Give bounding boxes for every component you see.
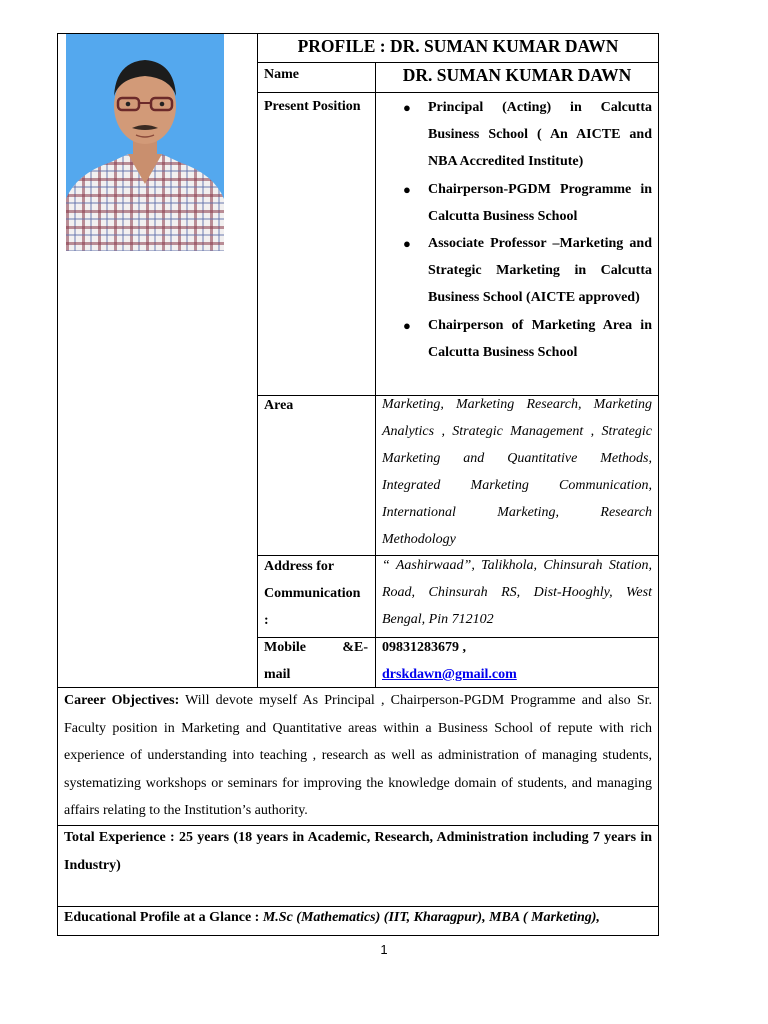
address-label-line1: Address for bbox=[264, 559, 335, 574]
educational-profile bbox=[64, 904, 652, 932]
bullet-icon: ● bbox=[403, 181, 411, 197]
present-position-list bbox=[376, 94, 652, 366]
bullet-icon: ● bbox=[403, 100, 411, 115]
person-portrait-icon bbox=[66, 34, 224, 251]
educational-profile-label: Educational Profile at a Glance : bbox=[64, 910, 263, 925]
position-item: ● Chairperson-PGDM Programme in Calcutta Business School bbox=[376, 176, 652, 230]
career-objectives bbox=[64, 687, 652, 825]
present-position-label: Present Position bbox=[264, 99, 361, 114]
career-objectives-label: Career Objectives: bbox=[64, 693, 180, 708]
divider-photo-column bbox=[257, 33, 258, 687]
page-number: 1 bbox=[380, 942, 388, 957]
bullet-icon: ● bbox=[403, 317, 411, 333]
mobile-label-line1: Mobile &E- bbox=[264, 640, 368, 655]
address-value: “ Aashirwaad”, Talikhola, Chinsurah Station, Road, Chinsurah RS, Dist-Hooghly, West Bengal, Pin 712102 bbox=[382, 558, 652, 627]
profile-title: PROFILE : DR. SUMAN KUMAR DAWN bbox=[297, 36, 619, 56]
email-link[interactable]: drskdawn@gmail.com bbox=[382, 667, 517, 682]
total-experience: Total Experience : 25 years (18 years in Academic, Research, Administration including 7 years in Industry) bbox=[64, 830, 652, 873]
area-label: Area bbox=[264, 398, 294, 413]
career-objectives-text: Will devote myself As Principal , Chairperson-PGDM Programme and also Sr. Faculty position in Marketing and Quantitative areas within a Business School of repute with rich experience of understanding into teaching , research as well as administration of managing students, systematizing workshops or seminars for improving the knowledge domain of students, and managing affairs relating to the Institution’s authority. bbox=[64, 693, 652, 818]
mobile-label-line2: mail bbox=[264, 667, 291, 682]
name-value: DR. SUMAN KUMAR DAWN bbox=[402, 65, 632, 85]
name-label: Name bbox=[264, 67, 299, 82]
address-label-line2: Communication bbox=[264, 586, 361, 601]
educational-profile-text: M.Sc (Mathematics) (IIT, Kharagpur), MBA ( Marketing), bbox=[262, 910, 600, 925]
profile-photo bbox=[66, 34, 224, 251]
mobile-number: 09831283679 , bbox=[382, 640, 466, 655]
area-value: Marketing, Marketing Research, Marketing Analytics , Strategic Management , Strategic Marketing and Quantitative Methods, Integrated Marketing Communication, International Marketing, Research Methodology bbox=[382, 397, 652, 547]
bullet-icon: ● bbox=[403, 236, 411, 252]
position-item: ● Associate Professor –Marketing and Strategic Marketing in Calcutta Business School (AICTE approved) bbox=[376, 230, 652, 312]
position-item: ● Chairperson of Marketing Area in Calcutta Business School bbox=[376, 312, 652, 366]
position-item: ● Principal (Acting) in Calcutta Business School ( An AICTE and NBA Accredited Institute) bbox=[376, 94, 652, 176]
address-label-line3: : bbox=[264, 613, 269, 628]
